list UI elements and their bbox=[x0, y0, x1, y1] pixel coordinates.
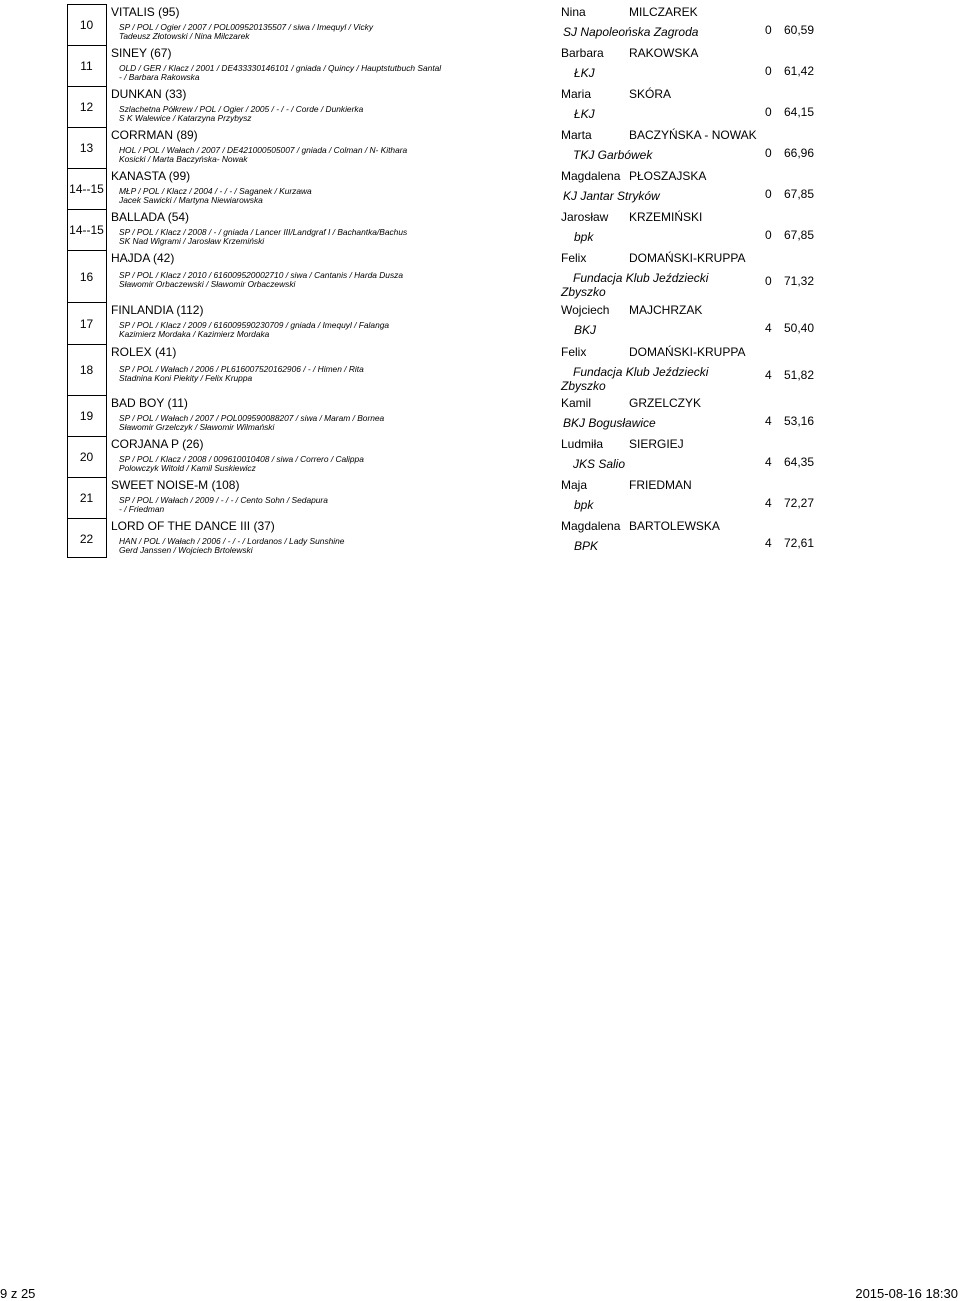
place-number: 13 bbox=[67, 127, 106, 168]
result-row bbox=[67, 518, 840, 558]
rider-last-name: PŁOSZAJSKA bbox=[629, 169, 707, 183]
penalty-points: 0 bbox=[765, 23, 772, 37]
place-number: 14--15 bbox=[67, 168, 106, 209]
rider-last-name: BARTOLEWSKA bbox=[629, 519, 720, 533]
round-time: 60,59 bbox=[784, 23, 815, 37]
horse-details: Szlachetna Półkrew / POL / Ogier / 2005 / - / - / Corde / Dunkierka bbox=[119, 104, 364, 114]
rider-last-name: SKÓRA bbox=[629, 87, 672, 101]
round-time: 53,16 bbox=[784, 414, 815, 428]
result-row bbox=[67, 86, 840, 127]
penalty-points: 4 bbox=[765, 368, 772, 382]
horse-name: CORJANA P (26) bbox=[111, 437, 204, 451]
penalty-points: 4 bbox=[765, 496, 772, 510]
rider-last-name: KRZEMIŃSKI bbox=[629, 210, 703, 224]
place-number: 22 bbox=[67, 518, 106, 558]
rider-last-name: BACZYŃSKA - NOWAK bbox=[629, 128, 757, 142]
owner-breeder: Tadeusz Złotowski / Nina Milczarek bbox=[119, 31, 250, 41]
club-name: KJ Jantar Stryków bbox=[563, 189, 660, 203]
penalty-points: 0 bbox=[765, 146, 772, 160]
horse-name: SWEET NOISE-M (108) bbox=[111, 478, 240, 492]
rider-last-name: MILCZAREK bbox=[629, 5, 698, 19]
club-name: bpk bbox=[574, 498, 594, 512]
horse-details: SP / POL / Wałach / 2006 / PL616007520162906 / - / Himen / Rita bbox=[119, 364, 364, 374]
place-number: 20 bbox=[67, 436, 106, 477]
rider-first-name: Jarosław bbox=[561, 210, 609, 224]
rider-first-name: Nina bbox=[561, 5, 586, 19]
rider-last-name: SIERGIEJ bbox=[629, 437, 684, 451]
club-name-continued: Zbyszko bbox=[561, 379, 606, 393]
penalty-points: 4 bbox=[765, 536, 772, 550]
horse-details: MŁP / POL / Klacz / 2004 / - / - / Saganek / Kurzawa bbox=[119, 186, 312, 196]
rider-last-name: DOMAŃSKI-KRUPPA bbox=[629, 345, 746, 359]
owner-breeder: Kazimierz Mordaka / Kazimierz Mordaka bbox=[119, 329, 270, 339]
club-name: JKS Salio bbox=[573, 457, 626, 471]
club-name: TKJ Garbówek bbox=[573, 148, 653, 162]
horse-name: CORRMAN (89) bbox=[111, 128, 198, 142]
owner-breeder: Jacek Sawicki / Martyna Niewiarowska bbox=[119, 195, 263, 205]
owner-breeder: Gerd Janssen / Wojciech Brtolewski bbox=[119, 545, 253, 555]
club-name-continued: Zbyszko bbox=[561, 285, 606, 299]
horse-name: HAJDA (42) bbox=[111, 251, 175, 265]
rider-first-name: Ludmiła bbox=[561, 437, 604, 451]
owner-breeder: S K Walewice / Katarzyna Przybysz bbox=[119, 113, 252, 123]
rider-first-name: Barbara bbox=[561, 46, 604, 60]
round-time: 64,15 bbox=[784, 105, 815, 119]
place-number: 16 bbox=[67, 250, 106, 302]
club-name: BKJ Bogusławice bbox=[563, 416, 656, 430]
result-row bbox=[67, 477, 840, 518]
result-row bbox=[67, 395, 840, 436]
round-time: 50,40 bbox=[784, 321, 815, 335]
club-name: SJ Napoleońska Zagroda bbox=[563, 25, 699, 39]
place-number: 17 bbox=[67, 302, 106, 344]
result-row bbox=[67, 302, 840, 344]
rider-first-name: Magdalena bbox=[561, 519, 621, 533]
horse-details: SP / POL / Wałach / 2007 / POL009590088207 / siwa / Maram / Bornea bbox=[119, 413, 385, 423]
club-name: ŁKJ bbox=[574, 107, 595, 121]
owner-breeder: Sławomir Orbaczewski / Sławomir Orbaczewski bbox=[119, 279, 296, 289]
horse-details: OLD / GER / Klacz / 2001 / DE433330146101 / gniada / Quincy / Hauptstutbuch Santal bbox=[119, 63, 442, 73]
place-number: 10 bbox=[67, 4, 106, 45]
round-time: 72,27 bbox=[784, 496, 815, 510]
rider-first-name: Felix bbox=[561, 345, 587, 359]
club-name: Fundacja Klub Jeździecki bbox=[573, 271, 709, 285]
round-time: 61,42 bbox=[784, 64, 815, 78]
owner-breeder: Kosicki / Marta Baczyńska- Nowak bbox=[119, 154, 248, 164]
round-time: 67,85 bbox=[784, 187, 815, 201]
horse-name: FINLANDIA (112) bbox=[111, 303, 204, 317]
round-time: 64,35 bbox=[784, 455, 815, 469]
place-number: 11 bbox=[67, 45, 106, 86]
result-row bbox=[67, 4, 840, 45]
club-name: BPK bbox=[574, 539, 599, 553]
horse-name: BALLADA (54) bbox=[111, 210, 190, 224]
penalty-points: 4 bbox=[765, 321, 772, 335]
rider-first-name: Wojciech bbox=[561, 303, 610, 317]
penalty-points: 4 bbox=[765, 455, 772, 469]
owner-breeder: Polowczyk Witold / Kamil Suskiewicz bbox=[119, 463, 256, 473]
rider-first-name: Felix bbox=[561, 251, 587, 265]
rider-first-name: Magdalena bbox=[561, 169, 621, 183]
club-name: ŁKJ bbox=[574, 66, 595, 80]
print-timestamp: 2015-08-16 18:30 bbox=[855, 1286, 958, 1301]
round-time: 72,61 bbox=[784, 536, 815, 550]
horse-details: SP / POL / Ogier / 2007 / POL009520135507 / siwa / Imequyl / Vicky bbox=[119, 22, 374, 32]
rider-last-name: FRIEDMAN bbox=[629, 478, 692, 492]
penalty-points: 0 bbox=[765, 274, 772, 288]
horse-details: SP / POL / Klacz / 2010 / 616009520002710 / siwa / Cantanis / Harda Dusza bbox=[119, 270, 403, 280]
result-row bbox=[67, 209, 840, 250]
round-time: 67,85 bbox=[784, 228, 815, 242]
round-time: 71,32 bbox=[784, 274, 815, 288]
result-row bbox=[67, 344, 840, 395]
horse-name: ROLEX (41) bbox=[111, 345, 177, 359]
club-name: bpk bbox=[574, 230, 594, 244]
penalty-points: 0 bbox=[765, 228, 772, 242]
rider-first-name: Maja bbox=[561, 478, 588, 492]
result-row bbox=[67, 127, 840, 168]
rider-first-name: Maria bbox=[561, 87, 592, 101]
rider-first-name: Kamil bbox=[561, 396, 592, 410]
horse-details: SP / POL / Wałach / 2009 / - / - / Cento Sohn / Sedapura bbox=[119, 495, 328, 505]
horse-name: VITALIS (95) bbox=[111, 5, 180, 19]
horse-details: SP / POL / Klacz / 2008 / - / gniada / Lancer III/Landgraf I / Bachantka/Bachus bbox=[119, 227, 408, 237]
penalty-points: 4 bbox=[765, 414, 772, 428]
owner-breeder: - / Friedman bbox=[119, 504, 165, 514]
club-name: BKJ bbox=[574, 323, 597, 337]
page-number: 9 z 25 bbox=[0, 1286, 36, 1301]
horse-name: LORD OF THE DANCE III (37) bbox=[111, 519, 275, 533]
rider-first-name: Marta bbox=[561, 128, 592, 142]
owner-breeder: Stadnina Koni Piekity / Felix Kruppa bbox=[119, 373, 253, 383]
rider-last-name: MAJCHRZAK bbox=[629, 303, 703, 317]
result-row bbox=[67, 168, 840, 209]
rider-last-name: GRZELCZYK bbox=[629, 396, 702, 410]
owner-breeder: Sławomir Grzelczyk / Sławomir Wilmański bbox=[119, 422, 275, 432]
horse-name: SINEY (67) bbox=[111, 46, 172, 60]
horse-details: SP / POL / Klacz / 2008 / 009610010408 / siwa / Correro / Calippa bbox=[119, 454, 364, 464]
result-row bbox=[67, 250, 840, 302]
horse-name: DUNKAN (33) bbox=[111, 87, 187, 101]
place-number: 14--15 bbox=[67, 209, 106, 250]
horse-name: BAD BOY (11) bbox=[111, 396, 188, 410]
penalty-points: 0 bbox=[765, 105, 772, 119]
place-number: 12 bbox=[67, 86, 106, 127]
horse-details: HAN / POL / Wałach / 2006 / - / - / Lordanos / Lady Sunshine bbox=[119, 536, 345, 546]
owner-breeder: - / Barbara Rakowska bbox=[119, 72, 200, 82]
round-time: 51,82 bbox=[784, 368, 815, 382]
horse-details: HOL / POL / Wałach / 2007 / DE421000505007 / gniada / Colman / N- Kithara bbox=[119, 145, 408, 155]
result-row bbox=[67, 45, 840, 86]
penalty-points: 0 bbox=[765, 187, 772, 201]
place-number: 19 bbox=[67, 395, 106, 436]
penalty-points: 0 bbox=[765, 64, 772, 78]
rider-last-name: DOMAŃSKI-KRUPPA bbox=[629, 251, 746, 265]
place-number: 18 bbox=[67, 344, 106, 395]
rider-last-name: RAKOWSKA bbox=[629, 46, 699, 60]
club-name: Fundacja Klub Jeździecki bbox=[573, 365, 709, 379]
place-number: 21 bbox=[67, 477, 106, 518]
round-time: 66,96 bbox=[784, 146, 815, 160]
horse-details: SP / POL / Klacz / 2009 / 616009590230709 / gniada / Imequyl / Falanga bbox=[119, 320, 390, 330]
result-row bbox=[67, 436, 840, 477]
horse-name: KANASTA (99) bbox=[111, 169, 191, 183]
owner-breeder: SK Nad Wigrami / Jarosław Krzemiński bbox=[119, 236, 265, 246]
